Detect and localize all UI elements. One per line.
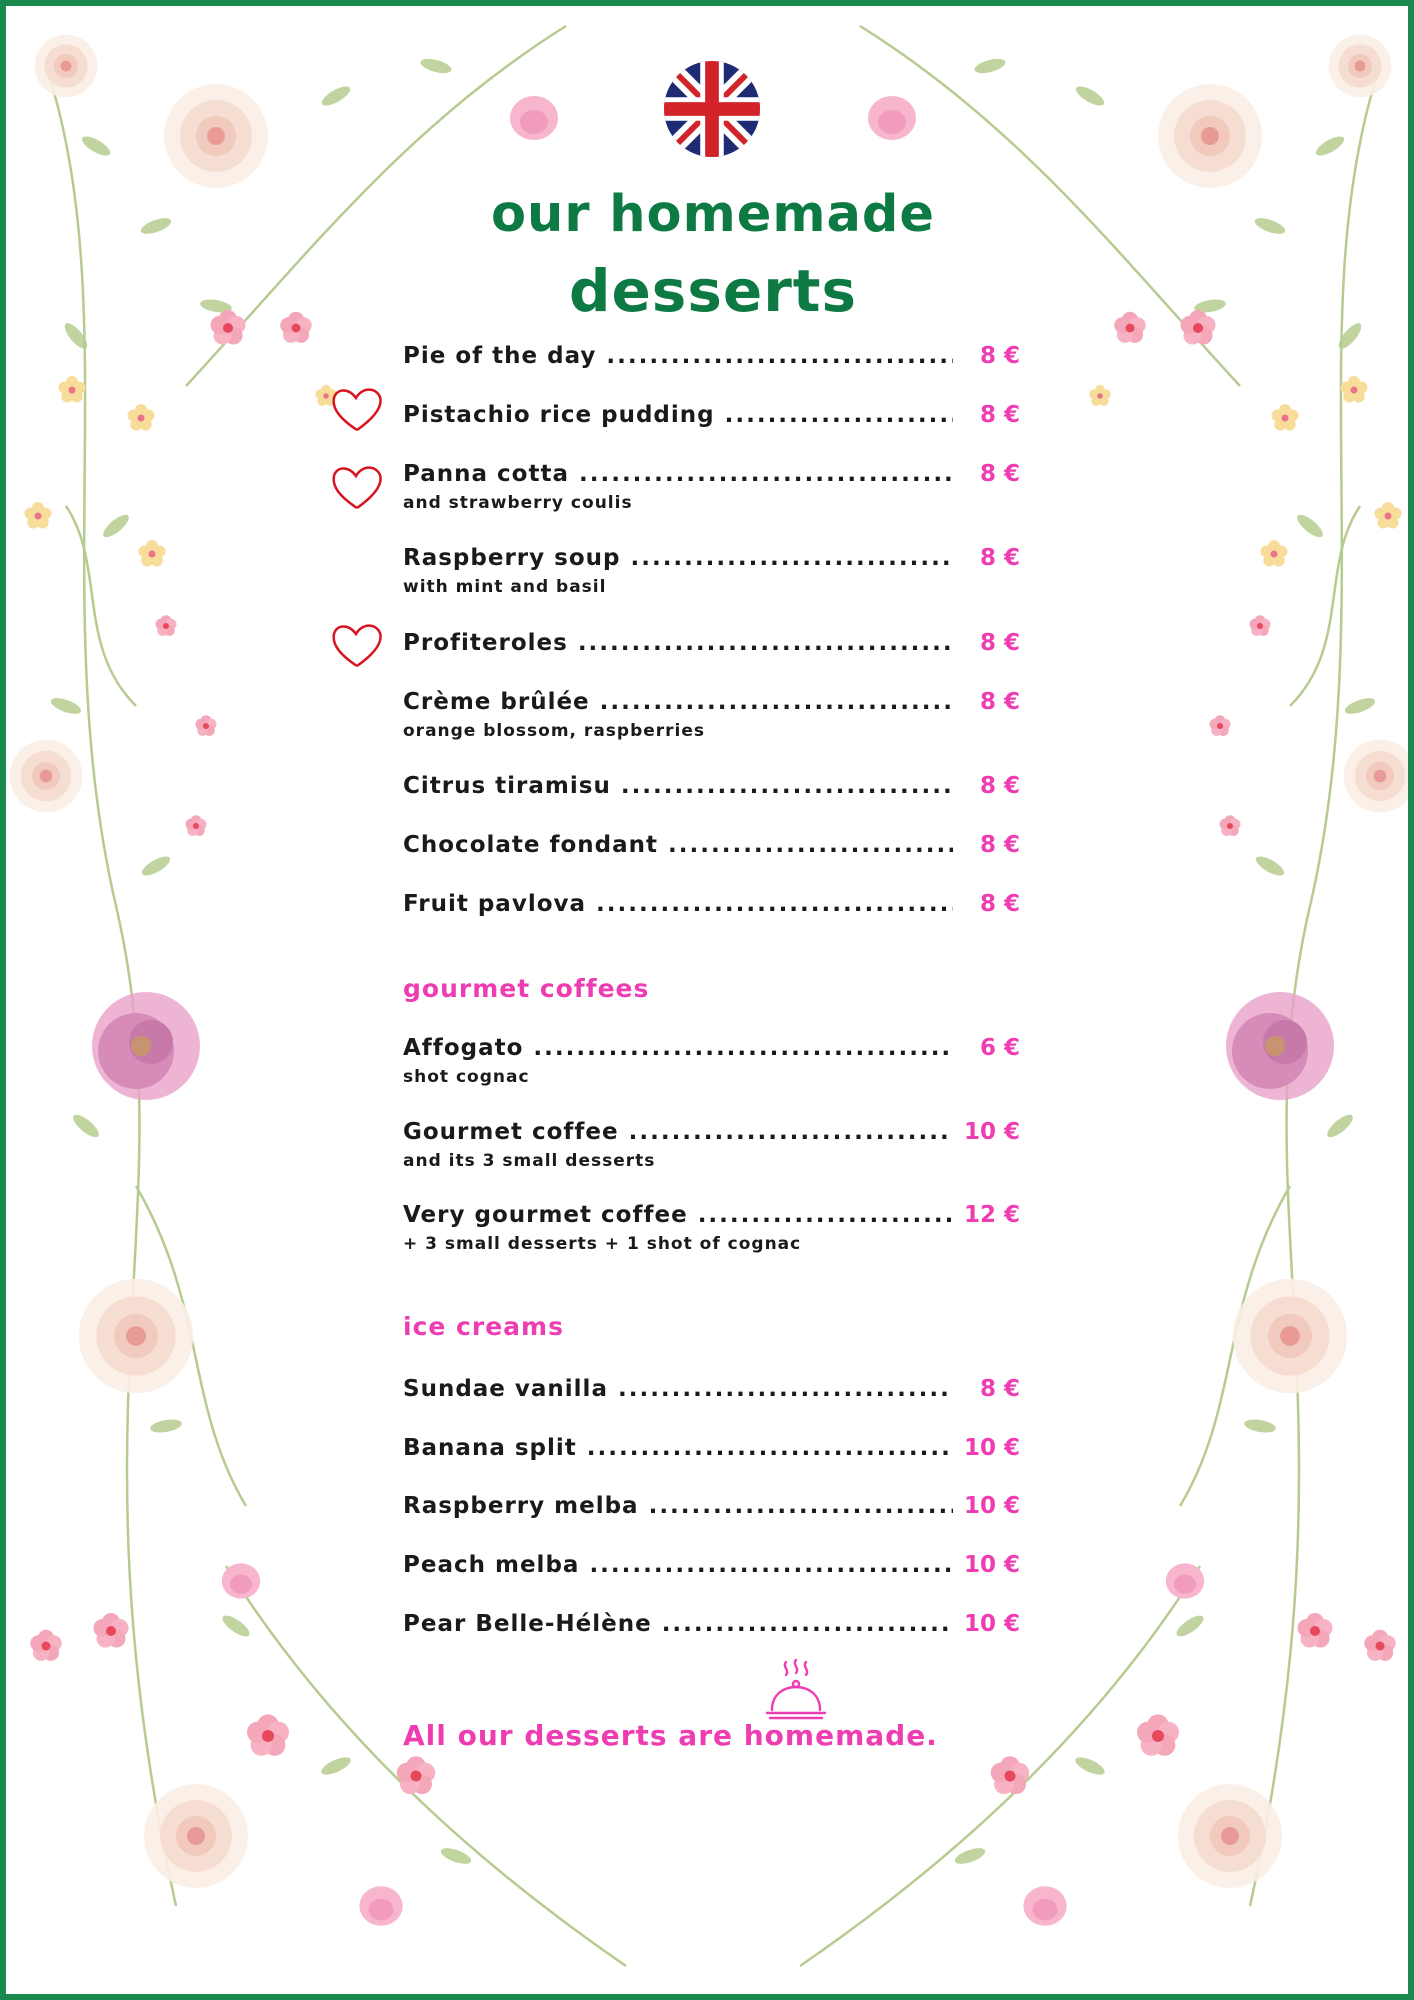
item-note: with mint and basil [403,577,607,597]
menu-item-peach-melba [403,1550,1020,1580]
menu-item-fruit-pavlova [403,889,1020,919]
item-price: 10 € [963,1611,1020,1637]
item-name: Pie of the day ..... [403,341,953,371]
menu-item-affogato [403,1033,1020,1063]
section-heading-coffees: gourmet coffees [403,974,650,1003]
footer-note: All our desserts are homemade. [403,1719,938,1752]
menu-item-chocolate-fondant [403,830,1020,860]
menu-item-very-gourmet-coffee [403,1200,1020,1230]
item-price: 10 € [963,1493,1020,1519]
menu-item-panna-cotta [403,459,1020,489]
item-note: + 3 small desserts + 1 shot of cognac [403,1234,802,1254]
item-price: 6 € [979,1035,1020,1061]
item-price: 8 € [979,773,1020,799]
item-name: Fruit pavlova ..... [403,889,953,919]
heart-outline-icon [329,462,385,514]
menu-item-pear-belle-helene [403,1609,1020,1639]
title-line-1: our homemade [491,185,935,244]
item-name: Peach melba ..... [403,1550,953,1580]
heart-outline-icon [329,620,385,672]
item-price: 8 € [979,545,1020,571]
menu-item-banana-split [403,1433,1020,1463]
item-note: and strawberry coulis [403,493,633,513]
item-name: Pistachio rice pudding ..... [403,400,953,430]
menu-item-raspberry-soup [403,543,1020,573]
item-name: Affogato ..... [403,1033,953,1063]
menu-item-raspberry-melba [403,1491,1020,1521]
item-name: Sundae vanilla ..... [403,1374,953,1404]
item-price: 8 € [979,689,1020,715]
item-name: Banana split ..... [403,1433,953,1463]
uk-flag-icon[interactable] [663,60,761,158]
item-name: Panna cotta ..... [403,459,953,489]
item-name: Raspberry melba ..... [403,1491,953,1521]
item-price: 10 € [963,1435,1020,1461]
item-note: and its 3 small desserts [403,1151,656,1171]
title-line-2: desserts [568,257,858,325]
item-name: Profiteroles ..... [403,628,953,658]
menu-item-profiteroles [403,628,1020,658]
menu-item-sundae-vanilla [403,1374,1020,1404]
menu-item-creme-brulee [403,687,1020,717]
item-name: Citrus tiramisu ..... [403,771,953,801]
item-name: Crème brûlée ..... [403,687,953,717]
item-price: 12 € [963,1202,1020,1228]
item-name: Raspberry soup ..... [403,543,953,573]
item-price: 8 € [979,630,1020,656]
item-name: Chocolate fondant ..... [403,830,953,860]
item-note: orange blossom, raspberries [403,721,706,741]
item-price: 10 € [963,1119,1020,1145]
item-price: 8 € [979,461,1020,487]
menu-item-gourmet-coffee [403,1117,1020,1147]
menu-item-pistachio-rice-pudding [403,400,1020,430]
heart-outline-icon [329,384,385,436]
item-price: 8 € [979,343,1020,369]
section-heading-ice-creams: ice creams [403,1312,564,1341]
item-price: 10 € [963,1552,1020,1578]
item-name: Very gourmet coffee ..... [403,1200,953,1230]
menu-item-pie-of-the-day [403,341,1020,371]
item-price: 8 € [979,1376,1020,1402]
item-name: Pear Belle-Hélène ..... [403,1609,953,1639]
item-price: 8 € [979,402,1020,428]
menu-item-citrus-tiramisu [403,771,1020,801]
serving-cloche-icon [764,1658,828,1726]
item-price: 8 € [979,832,1020,858]
item-price: 8 € [979,891,1020,917]
item-name: Gourmet coffee ..... [403,1117,953,1147]
item-note: shot cognac [403,1067,530,1087]
